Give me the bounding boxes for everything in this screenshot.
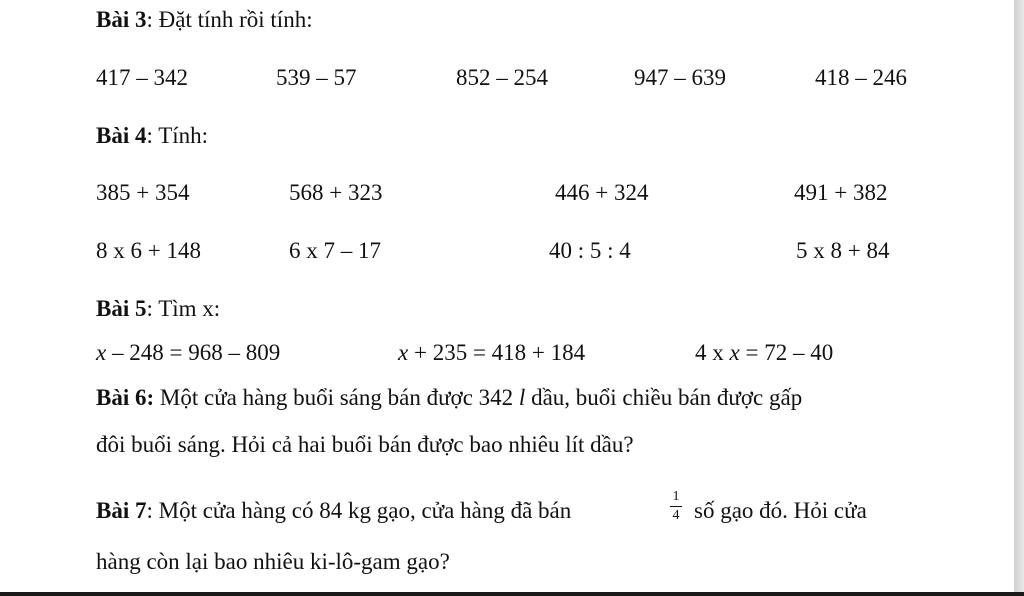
exercise-4-instruction: : Tính: — [146, 123, 209, 148]
exercise-4-title: Bài 4 — [96, 123, 147, 148]
variable-x: x — [96, 340, 107, 365]
equation-prefix: 4 x — [695, 340, 730, 365]
exercise-6-line-2: đôi buổi sáng. Hỏi cả hai buổi bán được bao nhiêu lít dầu? — [96, 432, 634, 457]
exercise-7-line-1a — [96, 497, 571, 525]
fraction-one-quarter — [668, 489, 684, 524]
fraction-bar — [670, 506, 682, 507]
exercise-3-heading — [96, 6, 313, 34]
variable-x: x — [398, 340, 409, 365]
exercise-6-title: Bài 6: — [96, 385, 155, 410]
exercise-7-line-2: hàng còn lại bao nhiêu ki-lô-gam gạo? — [96, 549, 450, 574]
exercise-6-line-1 — [96, 384, 802, 412]
exercise-4-item: 40 : 5 : 4 — [549, 238, 631, 263]
equation-rest: + 235 = 418 + 184 — [408, 340, 586, 365]
page-edge-shadow — [1014, 0, 1024, 596]
equation-rest: = 72 – 40 — [739, 340, 834, 365]
exercise-3-instruction: : Đặt tính rồi tính: — [146, 7, 313, 32]
unit-liter: l — [518, 385, 526, 410]
exercise-4-item: 385 + 354 — [96, 180, 190, 205]
exercise-3-item: 852 – 254 — [456, 65, 548, 90]
exercise-4-item: 8 x 6 + 148 — [96, 238, 201, 263]
exercise-6-text: Một cửa hàng buổi sáng bán được 342 — [154, 385, 519, 410]
exercise-3-item: 417 – 342 — [96, 65, 188, 90]
exercise-3-item: 539 – 57 — [276, 65, 357, 90]
exercise-5-equation — [96, 339, 280, 367]
variable-x: x — [729, 340, 740, 365]
exercise-4-item: 6 x 7 – 17 — [289, 238, 381, 263]
exercise-5-equation — [398, 339, 585, 367]
exercise-7-text: : Một cửa hàng có 84 kg gạo, cửa hàng đã bán — [146, 498, 572, 523]
exercise-5-equation — [695, 339, 833, 367]
exercise-4-item: 5 x 8 + 84 — [796, 238, 890, 263]
exercise-4-item: 491 + 382 — [794, 180, 888, 205]
exercise-7-line-1b: số gạo đó. Hỏi cửa — [694, 498, 867, 523]
fraction-numerator: 1 — [672, 489, 680, 504]
exercise-3-title: Bài 3 — [96, 7, 147, 32]
exercise-3-item: 947 – 639 — [634, 65, 726, 90]
exercise-5-instruction: : Tìm x: — [146, 296, 221, 321]
equation-rest: – 248 = 968 – 809 — [106, 340, 281, 365]
exercise-6-text: dầu, buổi chiều bán được gấp — [525, 385, 803, 410]
page-bottom-border — [0, 592, 1024, 596]
fraction-denominator: 4 — [672, 508, 680, 523]
exercise-5-heading — [96, 295, 220, 323]
exercise-4-item: 568 + 323 — [289, 180, 383, 205]
exercise-4-item: 446 + 324 — [555, 180, 649, 205]
exercise-4-heading — [96, 122, 208, 150]
exercise-5-title: Bài 5 — [96, 296, 147, 321]
exercise-3-item: 418 – 246 — [815, 65, 907, 90]
exercise-7-title: Bài 7 — [96, 498, 147, 523]
